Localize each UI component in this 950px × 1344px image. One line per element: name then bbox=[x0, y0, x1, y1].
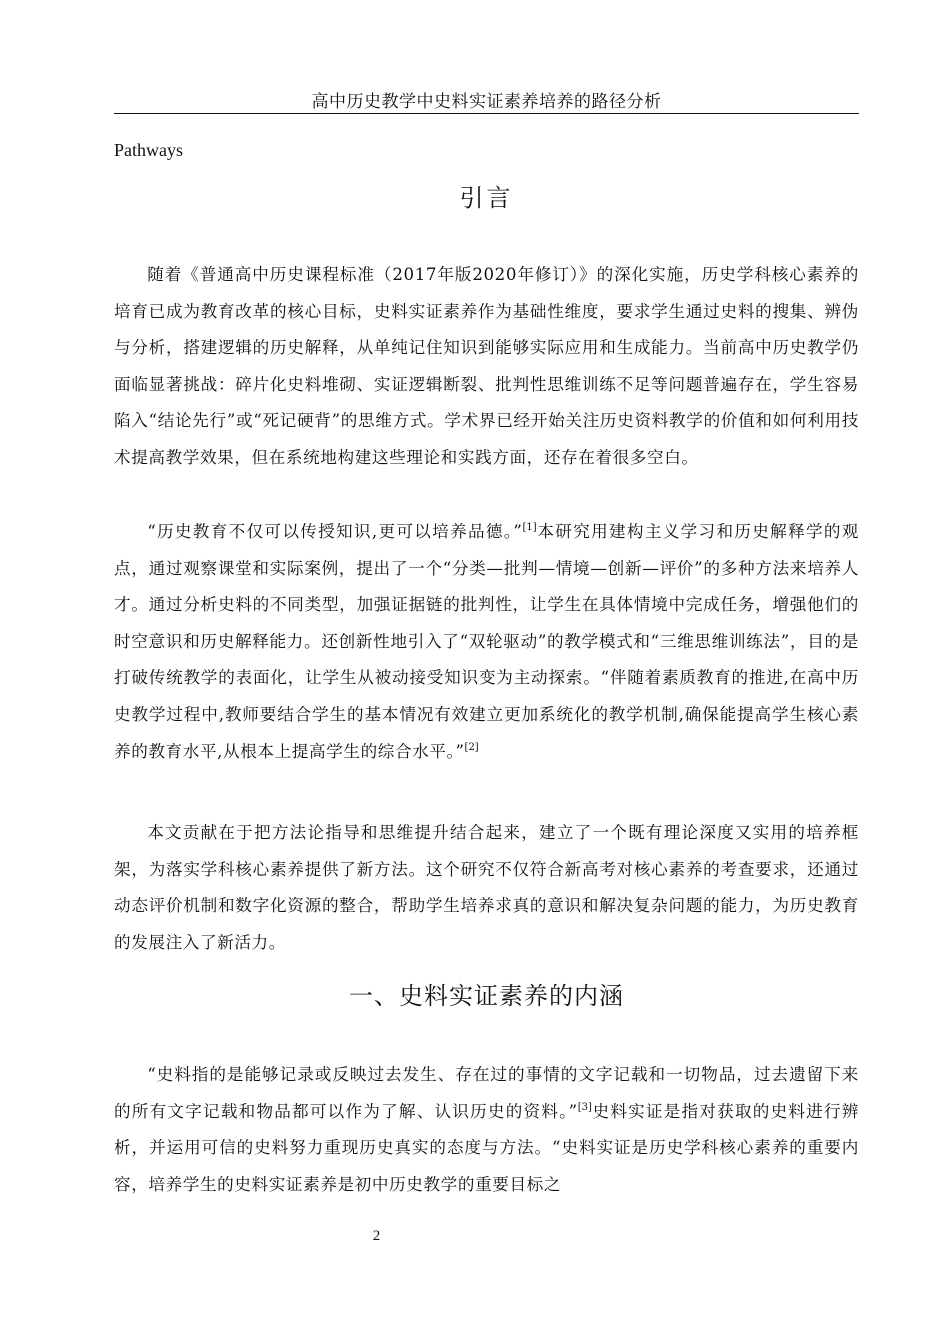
intro-paragraph-2 bbox=[114, 514, 859, 770]
paragraph-text: 本研究用建构主义学习和历史解释学的观点，通过观察课堂和实际案例，提出了一个“分类—批判—情境—创新—评价”的多种方法来培养人才。通过分析史料的不同类型，加强证据链的批判性，让学生在具体情境中完成任务，增强他们的时空意识和历史解释能力。还创新性地引入了“双轮驱动”的教学模式和“三维思维训练法”，目的是打破传统教学的表面化，让学生从被动接受知识变为主动探索。“伴随着素质教育的推进,在高中历史教学过程中,教师要结合学生的基本情况有效建立更加系统化的教学机制,确保能提高学生核心素养的教育水平,从根本上提高学生的综合水平。” bbox=[114, 522, 859, 761]
pathways-label: Pathways bbox=[114, 140, 183, 160]
footnote-ref-1[interactable]: [1] bbox=[522, 522, 537, 533]
intro-paragraph-1: 随着《普通高中历史课程标准（2017年版2020年修订）》的深化实施，历史学科核心素养的培育已成为教育改革的核心目标，史料实证素养作为基础性维度，要求学生通过史料的搜集、辨伪与分析，搭建逻辑的历史解释，从单纯记住知识到能够实际应用和生成能力。当前高中历史教学仍面临显著挑战：碎片化史料堆砌、实证逻辑断裂、批判性思维训练不足等问题普遍存在，学生容易陷入“结论先行”或“死记硬背”的思维方式。学术界已经开始关注历史资料教学的价值和如何利用技术提高教学效果，但在系统地构建这些理论和实践方面，还存在着很多空白。 bbox=[114, 265, 859, 467]
running-header-title: 高中历史教学中史料实证素养培养的路径分析 bbox=[311, 92, 662, 112]
section-1-heading: 一、史料实证素养的内涵 bbox=[349, 982, 624, 1010]
section-1-paragraph-1 bbox=[114, 1057, 859, 1203]
quote-text-1: “历史教育不仅可以传授知识,更可以培养品德。” bbox=[147, 522, 523, 541]
footnote-ref-3[interactable]: [3] bbox=[577, 1101, 592, 1113]
intro-heading: 引言 bbox=[459, 184, 514, 212]
header-rule bbox=[114, 113, 859, 114]
page-number: 2 bbox=[372, 1228, 381, 1244]
intro-paragraph-3: 本文贡献在于把方法论指导和思维提升结合起来，建立了一个既有理论深度又实用的培养框架，为落实学科核心素养提供了新方法。这个研究不仅符合新高考对核心素养的考查要求，还通过动态评价机制和数字化资源的整合，帮助学生培养求真的意识和解决复杂问题的能力，为历史教育的发展注入了新活力。 bbox=[114, 823, 859, 952]
paragraph-text: 史料实证是指对获取的史料进行辨析，并运用可信的史料努力重现历史真实的态度与方法。“史料实证是历史学科核心素养的重要内容，培养学生的史料实证素养是初中历史教学的重要目标之 bbox=[114, 1101, 859, 1194]
quote-text-3: “史料指的是能够记录或反映过去发生、存在过的事情的文字记载和一切物品，过去遗留下来的所有文字记载和物品都可以作为了解、认识历史的资料。” bbox=[114, 1065, 859, 1121]
footnote-ref-2[interactable]: [2] bbox=[464, 741, 479, 753]
